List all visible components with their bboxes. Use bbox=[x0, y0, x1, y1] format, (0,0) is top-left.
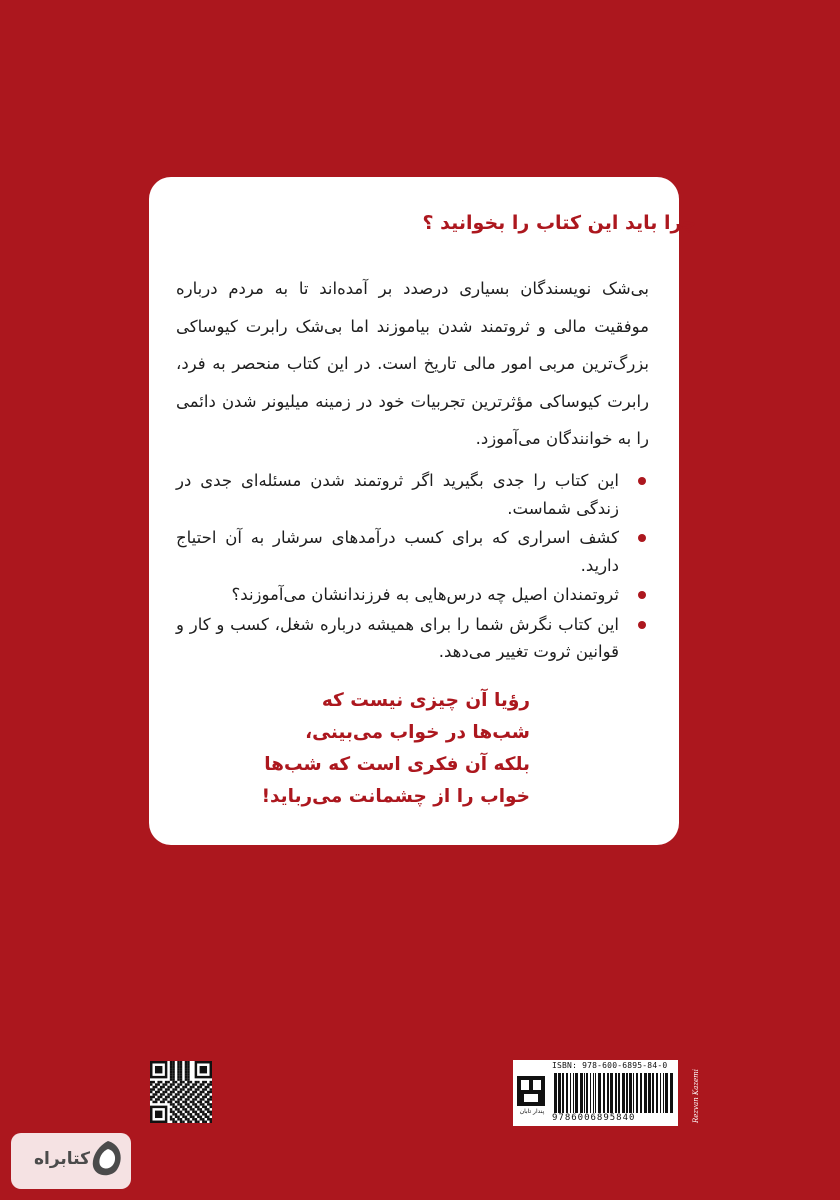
bullet-text: ثروتمندان اصیل چه درس‌هایی به فرزندانشان می‌آموزند؟ bbox=[231, 585, 619, 604]
list-item bbox=[176, 524, 649, 579]
bullet-text: این کتاب را جدی بگیرید اگر ثروتمند شدن مسئله‌ای جدی در زندگی شماست. bbox=[176, 471, 619, 518]
quote-block bbox=[190, 685, 530, 813]
card-heading: چرا باید این کتاب را بخوانید ؟ bbox=[422, 212, 696, 234]
quote-line: رؤیا آن چیزی نیست که bbox=[321, 690, 530, 711]
designer-name: Rezvan Kazemi bbox=[692, 1068, 700, 1124]
bullet-text: کشف اسراری که برای کسب درآمدهای سرشار به آن احتیاج دارید. bbox=[176, 528, 619, 575]
barcode-icon bbox=[552, 1073, 676, 1113]
list-item bbox=[176, 467, 649, 522]
publisher-name: پندار تابان bbox=[519, 1108, 545, 1115]
isbn-label: ISBN: 978-600-6895-84-0 bbox=[552, 1061, 668, 1070]
barcode-number: 9786006895840 bbox=[552, 1113, 636, 1123]
bullet-text: این کتاب نگرش شما را برای همیشه درباره شغل، کسب و کار و قوانین ثروت تغییر می‌دهد. bbox=[176, 614, 619, 661]
bullet-dot-icon bbox=[638, 591, 646, 599]
bullet-list bbox=[176, 467, 649, 668]
bullet-dot-icon bbox=[638, 621, 646, 629]
qr-code-icon bbox=[150, 1061, 212, 1123]
list-item bbox=[176, 611, 649, 666]
quote-line: شب‌ها در خواب می‌بینی، bbox=[305, 722, 530, 743]
quote-line: خواب را از چشمانت می‌رباید! bbox=[261, 786, 530, 807]
intro-paragraph: بی‌شک نویسندگان بسیاری درصدد بر آمده‌اند تا به مردم درباره موفقیت مالی و ثروتمند شدن بیاموزند اما بی‌شک رابرت کیوساکی بزرگ‌ترین مربی امور مالی تاریخ است. در این کتاب منحصر به فرد، رابرت کیوساکی مؤثرترین تجربیات خود در زمینه میلیونر شدن دائمی را به خوانندگان می‌آموزد. bbox=[176, 279, 649, 448]
publisher-logo-icon bbox=[515, 1074, 547, 1108]
leaf-logo-icon bbox=[90, 1139, 126, 1179]
list-item bbox=[176, 581, 649, 609]
bullet-dot-icon bbox=[638, 534, 646, 542]
designer-credit bbox=[690, 1066, 702, 1126]
quote-line: بلکه آن فکری است که شب‌ها bbox=[264, 754, 530, 775]
watermark-text: کتابراه bbox=[33, 1149, 90, 1169]
bullet-dot-icon bbox=[638, 477, 646, 485]
